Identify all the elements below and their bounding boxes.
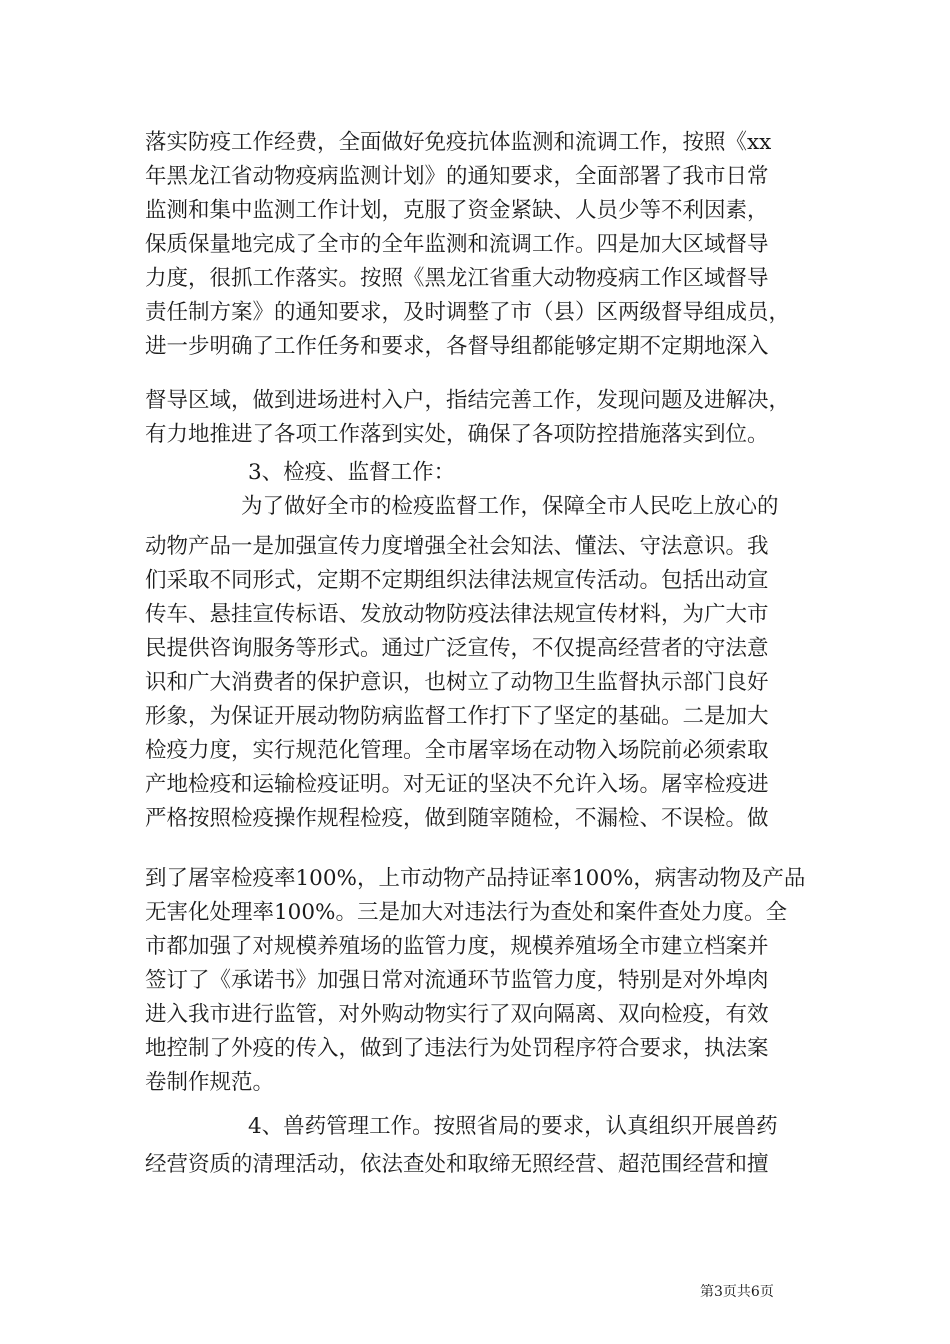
paragraph-line: 经营资质的清理活动，依法查处和取缔无照经营、超范围经营和擅 bbox=[145, 1152, 769, 1177]
section-heading: 4、兽药管理工作。按照省局的要求，认真组织开展兽药 bbox=[248, 1114, 778, 1139]
paragraph-line: 检疫力度，实行规范化管理。全市屠宰场在动物入场院前必须索取 bbox=[145, 738, 769, 763]
page-number-footer: 第3页共6页 bbox=[700, 1284, 774, 1300]
paragraph-line: 落实防疫工作经费，全面做好免疫抗体监测和流调工作，按照《xx bbox=[145, 130, 772, 155]
paragraph-line: 监测和集中监测工作计划，克服了资金紧缺、人员少等不利因素， bbox=[145, 198, 769, 223]
paragraph-line: 督导区域，做到进场进村入户，指结完善工作，发现问题及进解决， bbox=[145, 388, 791, 413]
section-heading: 3、检疫、监督工作： bbox=[248, 460, 456, 485]
paragraph-line: 产地检疫和运输检疫证明。对无证的坚决不允许入场。屠宰检疫进 bbox=[145, 772, 769, 797]
paragraph-line: 地控制了外疫的传入，做到了违法行为处罚程序符合要求，执法案 bbox=[145, 1036, 769, 1061]
paragraph-line: 签订了《承诺书》加强日常对流通环节监管力度，特别是对外埠肉 bbox=[145, 968, 769, 993]
paragraph-line: 动物产品一是加强宣传力度增强全社会知法、懂法、守法意识。我 bbox=[145, 534, 769, 559]
paragraph-line: 进入我市进行监管，对外购动物实行了双向隔离、双向检疫，有效 bbox=[145, 1002, 769, 1027]
paragraph-line: 年黑龙江省动物疫病监测计划》的通知要求，全面部署了我市日常 bbox=[145, 164, 769, 189]
paragraph-line: 有力地推进了各项工作落到实处，确保了各项防控措施落实到位。 bbox=[145, 422, 769, 447]
paragraph-line: 无害化处理率100%。三是加大对违法行为查处和案件查处力度。全 bbox=[145, 900, 787, 925]
paragraph-line: 市都加强了对规模养殖场的监管力度，规模养殖场全市建立档案并 bbox=[145, 934, 769, 959]
paragraph-line: 卷制作规范。 bbox=[145, 1070, 275, 1095]
paragraph-line: 保质保量地完成了全市的全年监测和流调工作。四是加大区域督导 bbox=[145, 232, 769, 257]
paragraph-line: 责任制方案》的通知要求，及时调整了市（县）区两级督导组成员， bbox=[145, 300, 791, 325]
paragraph-line: 严格按照检疫操作规程检疫，做到随宰随检，不漏检、不误检。做 bbox=[145, 806, 769, 831]
paragraph-line: 进一步明确了工作任务和要求，各督导组都能够定期不定期地深入 bbox=[145, 334, 769, 359]
paragraph-line: 为了做好全市的检疫监督工作，保障全市人民吃上放心的 bbox=[241, 494, 779, 519]
paragraph-line: 识和广大消费者的保护意识，也树立了动物卫生监督执示部门良好 bbox=[145, 670, 769, 695]
paragraph-line: 们采取不同形式，定期不定期组织法律法规宣传活动。包括出动宣 bbox=[145, 568, 769, 593]
paragraph-line: 到了屠宰检疫率100%，上市动物产品持证率100%，病害动物及产品 bbox=[145, 866, 806, 891]
paragraph-line: 力度，很抓工作落实。按照《黑龙江省重大动物疫病工作区域督导 bbox=[145, 266, 769, 291]
paragraph-line: 传车、悬挂宣传标语、发放动物防疫法律法规宣传材料，为广大市 bbox=[145, 602, 769, 627]
paragraph-line: 民提供咨询服务等形式。通过广泛宣传，不仅提高经营者的守法意 bbox=[145, 636, 769, 661]
paragraph-line: 形象，为保证开展动物防病监督工作打下了坚定的基础。二是加大 bbox=[145, 704, 769, 729]
